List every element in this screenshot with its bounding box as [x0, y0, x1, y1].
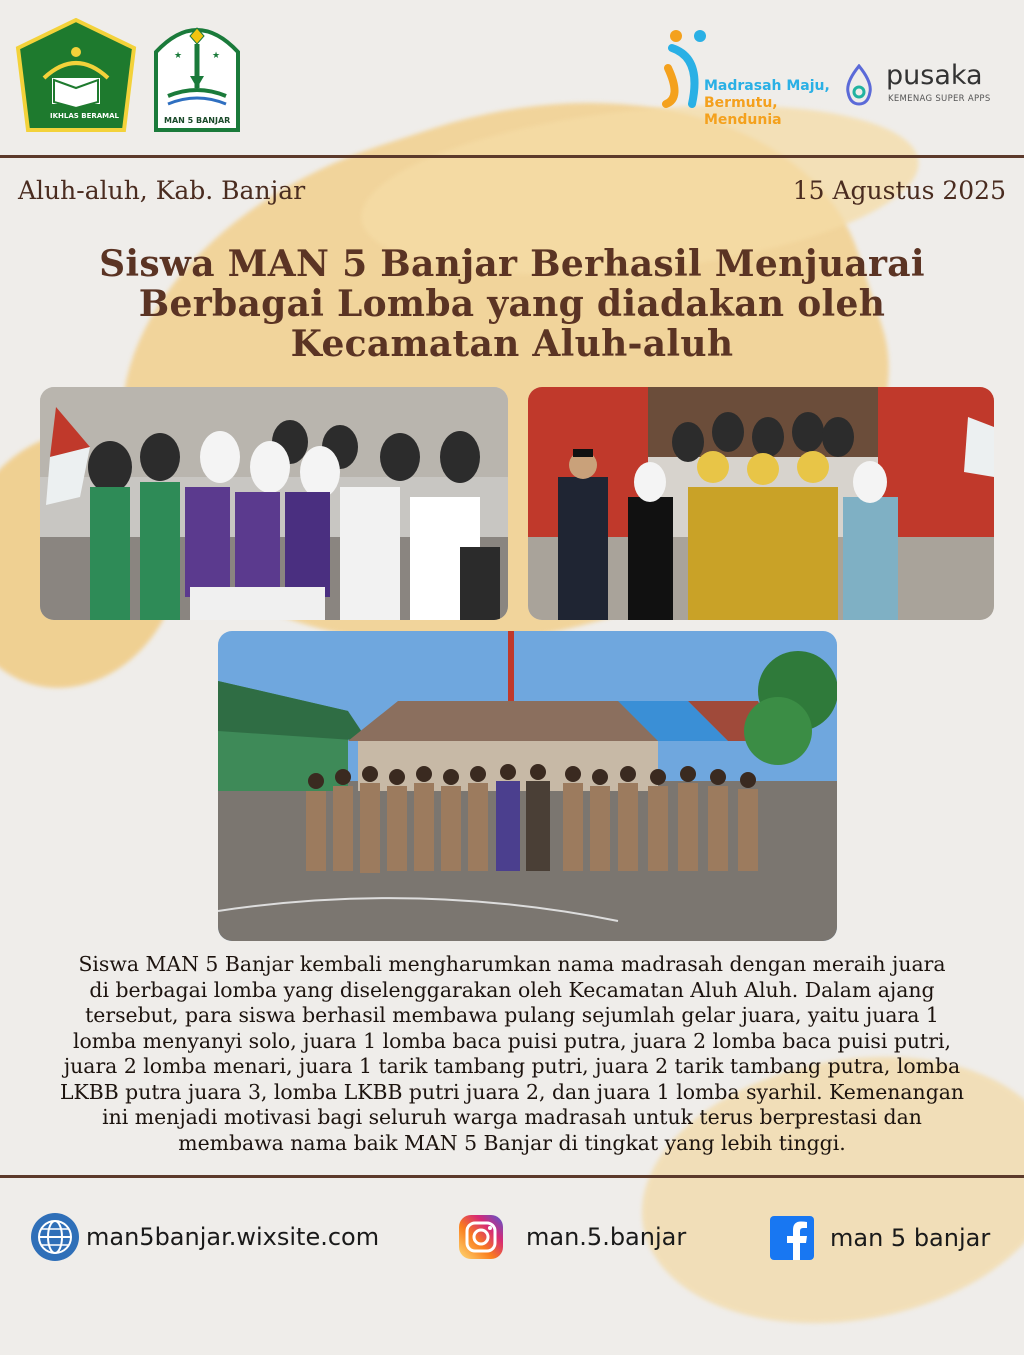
article-line: ini menjadi motivasi bagi seluruh warga madrasah untuk terus berprestasi dan [102, 1105, 922, 1129]
pusaka-logo: pusaka KEMENAG SUPER APPS [844, 62, 1004, 112]
headline-line: Berbagai Lomba yang diadakan oleh [138, 283, 886, 325]
headline-line: Kecamatan Aluh-aluh [290, 323, 734, 365]
svg-text:★: ★ [212, 51, 221, 61]
article-line: membawa nama baik MAN 5 Banjar di tingkat yang lebih tinggi. [178, 1130, 846, 1155]
article-line: lomba menyanyi solo, juara 1 lomba baca puisi putra, juara 2 lomba baca puisi putri, [72, 1028, 951, 1053]
article-line: Siswa MAN 5 Banjar kembali mengharumkan nama madrasah dengan meraih juara [78, 952, 946, 976]
photo-scouts-courtyard [218, 631, 837, 941]
instagram-icon [458, 1214, 504, 1260]
pusaka-drop-icon [844, 64, 874, 106]
article-line: tersebut, para siswa berhasil membawa pulang sejumlah gelar juara, yaitu juara 1 [85, 1003, 939, 1027]
website-link[interactable]: man5banjar.wixsite.com [86, 1223, 380, 1251]
photo-dancers-group [528, 387, 994, 620]
facebook-handle[interactable]: man 5 banjar [830, 1224, 991, 1252]
headline-line: Siswa MAN 5 Banjar Berhasil Menjuarai [99, 243, 925, 285]
article-body [28, 952, 996, 1156]
article-line: juara 2 lomba menari, juara 1 tarik tambang putri, juara 2 tarik tambang putra, lomba [63, 1054, 961, 1078]
facebook-icon [770, 1216, 814, 1260]
madrasah-tagline-logo: Madrasah Maju, Bermutu, Mendunia [662, 28, 832, 128]
headline [40, 244, 984, 364]
location-label: Aluh-aluh, Kab. Banjar [18, 176, 306, 205]
instagram-handle[interactable]: man.5.banjar [526, 1223, 687, 1251]
footer-instagram[interactable] [458, 1214, 686, 1260]
footer-facebook[interactable] [770, 1216, 990, 1260]
header-divider [0, 155, 1024, 158]
footer-divider [0, 1175, 1024, 1178]
kemenag-logo: IKHLAS BERAMAL [14, 18, 138, 142]
article-line: di berbagai lomba yang diselenggarakan oleh Kecamatan Aluh Aluh. Dalam ajang [89, 977, 935, 1002]
footer-website[interactable] [30, 1212, 379, 1262]
date-label: 15 Agustus 2025 [792, 176, 1006, 205]
man5-banjar-logo: ★ ★ MAN 5 BANJAR [152, 18, 242, 138]
article-line: LKBB putra juara 3, lomba LKBB putri juara 2, dan juara 1 lomba syarhil. Kemenangan [59, 1079, 965, 1104]
globe-icon [30, 1212, 80, 1262]
photo-students-group [40, 387, 508, 620]
svg-text:★: ★ [174, 51, 183, 61]
